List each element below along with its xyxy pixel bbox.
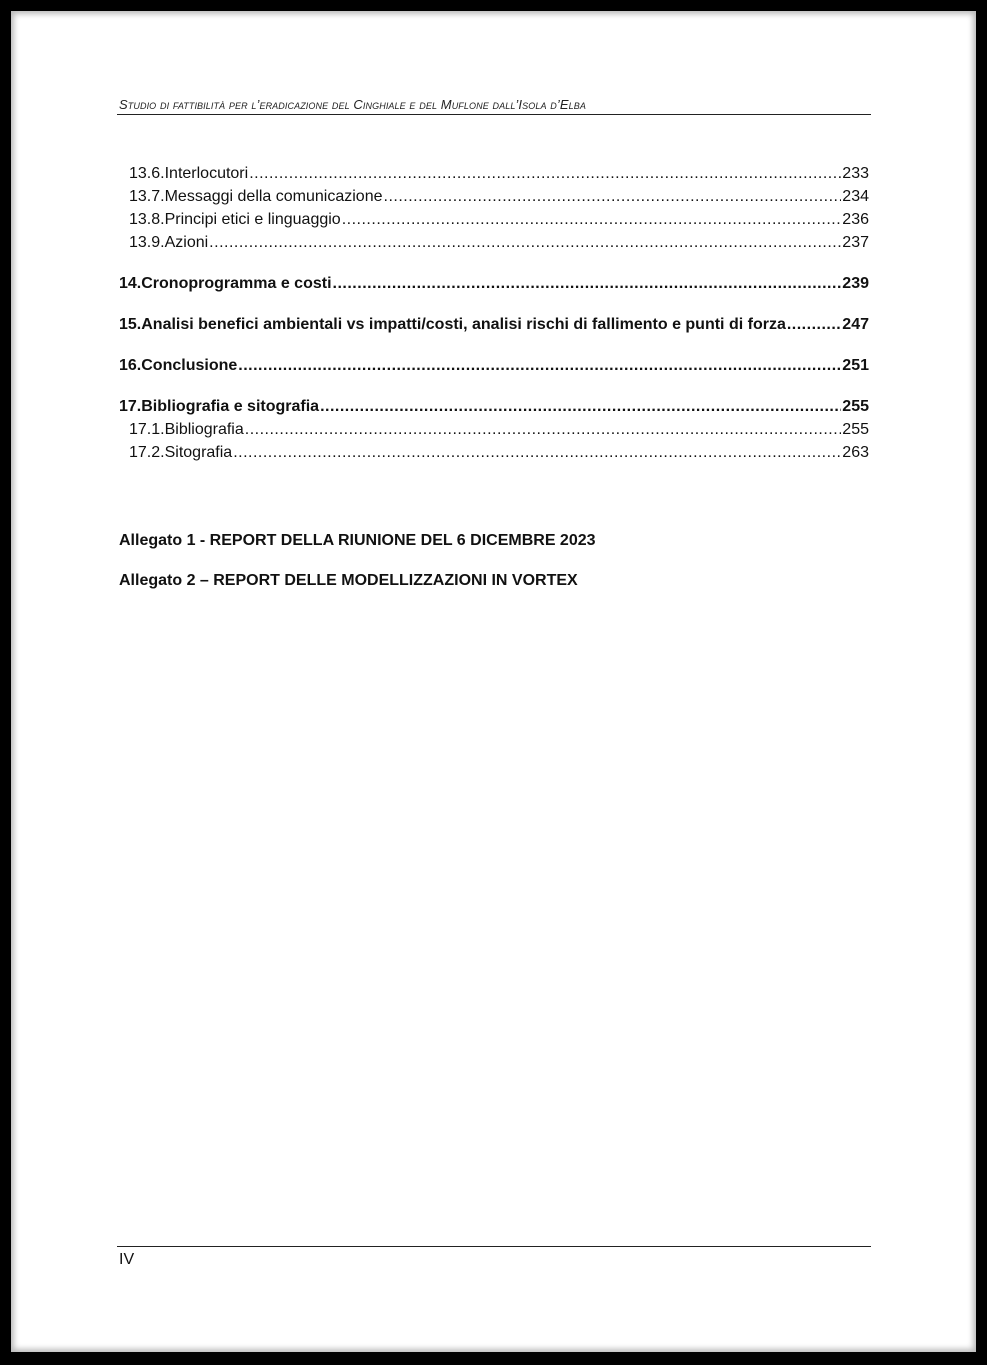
toc-entry-page: 255: [842, 421, 869, 438]
toc-dot-leader: [342, 208, 842, 231]
document-page: [11, 11, 976, 1352]
toc-entry-title: Bibliografia: [164, 421, 244, 438]
toc-entry-title: Messaggi della comunicazione: [164, 188, 383, 205]
toc-entry-number: 16.: [119, 357, 142, 374]
toc-entry-number: 17.2.: [129, 444, 165, 461]
toc-dot-leader: [209, 231, 841, 254]
running-header: Studio di fattibilità per l’eradicazione del Cinghiale e del Muflone dall’Isola d’Elba: [119, 97, 586, 112]
toc-dot-leader: [249, 162, 841, 185]
attachment-1[interactable]: Allegato 1 - REPORT DELLA RIUNIONE DEL 6 DICEMBRE 2023: [119, 532, 596, 549]
toc-entry-page: 239: [842, 275, 869, 292]
footer-rule: [117, 1246, 871, 1247]
toc-entry-page: 247: [842, 316, 869, 333]
toc-entry-number: 13.7.: [129, 188, 165, 205]
toc-entry-page: 255: [842, 398, 869, 415]
toc-entry-number: 13.9.: [129, 234, 165, 251]
toc-entry[interactable]: [119, 395, 869, 418]
toc-entry[interactable]: [119, 162, 869, 185]
toc-entry-title: Principi etici e linguaggio: [164, 211, 341, 228]
toc-entry-number: 15.: [119, 316, 142, 333]
attachment-2[interactable]: Allegato 2 – REPORT DELLE MODELLIZZAZIONI IN VORTEX: [119, 572, 578, 589]
toc-entry-number: 14.: [119, 275, 142, 292]
toc-entry[interactable]: [119, 313, 869, 336]
toc-dot-leader: [384, 185, 842, 208]
toc-entry-page: 237: [842, 234, 869, 251]
toc-entry[interactable]: [119, 441, 869, 464]
toc-dot-leader: [233, 441, 841, 464]
header-rule: [117, 114, 871, 115]
toc-dot-leader: [320, 395, 841, 418]
toc-entry-number: 13.8.: [129, 211, 165, 228]
toc-entry[interactable]: [119, 208, 869, 231]
toc-entry-title: Cronoprogramma e costi: [141, 275, 332, 292]
toc-entry-number: 17.: [119, 398, 142, 415]
toc-dot-leader: [787, 313, 841, 336]
toc-entry[interactable]: [119, 354, 869, 377]
toc-dot-leader: [238, 354, 841, 377]
toc-entry-page: 233: [842, 165, 869, 182]
toc-entry-page: 263: [842, 444, 869, 461]
toc-entry[interactable]: [119, 185, 869, 208]
toc-entry-title: Conclusione: [141, 357, 238, 374]
toc-dot-leader: [245, 418, 842, 441]
toc-entry-title: Bibliografia e sitografia: [141, 398, 320, 415]
toc-dot-leader: [333, 272, 842, 295]
toc-entry-page: 234: [842, 188, 869, 205]
attachments-list: [119, 532, 596, 612]
toc-entry-title: Interlocutori: [164, 165, 249, 182]
toc-entry[interactable]: [119, 418, 869, 441]
page-content: [11, 11, 976, 1352]
toc-entry-page: 236: [842, 211, 869, 228]
toc-entry[interactable]: [119, 272, 869, 295]
toc-entry[interactable]: [119, 231, 869, 254]
toc-entry-title: Sitografia: [164, 444, 233, 461]
toc-entry-title: Analisi benefici ambientali vs impatti/costi, analisi rischi di fallimento e punti di forza: [141, 316, 786, 333]
toc-entry-page: 251: [842, 357, 869, 374]
page-number: IV: [119, 1251, 135, 1268]
toc-entry-number: 13.6.: [129, 165, 165, 182]
toc-entry-title: Azioni: [164, 234, 209, 251]
table-of-contents: [119, 162, 869, 464]
toc-entry-number: 17.1.: [129, 421, 165, 438]
